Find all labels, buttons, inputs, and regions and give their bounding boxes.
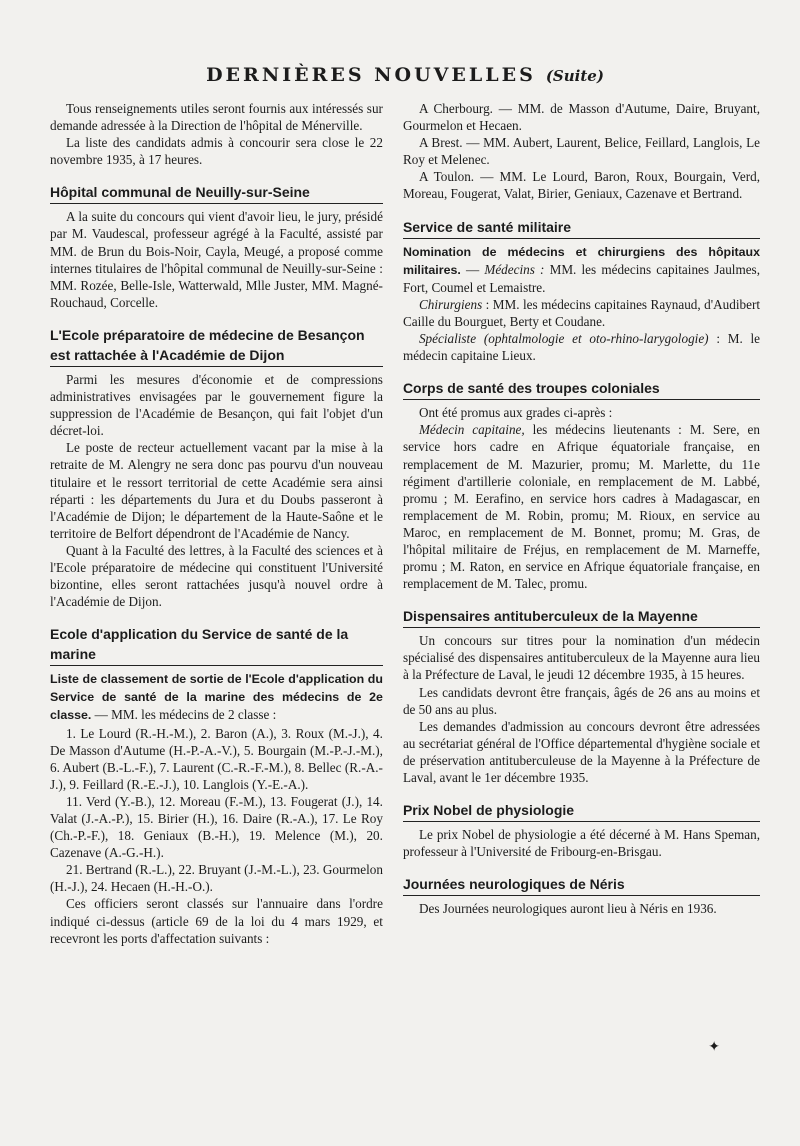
coloniales-promotions — [403, 421, 760, 592]
militaire-chirurgiens-text: : MM. les médecins capitaines Raynaud, d'Audibert Caille du Bourguet, Berty et Coudane. — [402, 296, 760, 329]
port-toulon: A Toulon. — MM. Le Lourd, Baron, Roux, Bourgain, Verd, Moreau, Fougerat, Valat, Birier, Geniaux, Cazenave et Bertrand. — [402, 169, 760, 202]
marine-subtitle: Liste de classement de sortie de l'Ecole d'application du Service de santé de la marine des médecins de 2e classe. — [50, 672, 383, 723]
militaire-medecins-label: Médecins : — [484, 261, 545, 277]
militaire-heading: Service de santé militaire — [403, 217, 760, 239]
mayenne-paragraph-2: Les candidats devront être français, âgés de 26 ans au moins et de 50 ans au plus. — [402, 684, 760, 717]
marine-subtitle-tail: — MM. les médecins de 2 classe : — [91, 707, 277, 723]
militaire-chirurgiens — [403, 296, 760, 330]
marine-heading: Ecole d'application du Service de santé de la marine — [50, 624, 383, 666]
title-suite: (Suite) — [545, 67, 604, 85]
militaire-medecins: Nomination de médecins et chirurgiens des hôpitaux militaires. — Médecins : MM. les médecins capitaines Jaulmes, Fort, Coumel et Lemaistre. — [402, 244, 760, 295]
coloniales-heading: Corps de santé des troupes coloniales — [403, 378, 760, 400]
page-title — [50, 64, 760, 86]
port-cherbourg: A Cherbourg. — MM. de Masson d'Autume, Daire, Bruyant, Gourmelon et Hecaen. — [402, 101, 760, 134]
militaire-medecins-text: MM. les médecins capitaines Jaulmes, Fort, Coumel et Lemaistre. — [402, 261, 760, 295]
columns — [50, 100, 760, 947]
printer-mark-icon: ✦ — [708, 1040, 720, 1055]
militaire-specialiste-text: : M. le médecin capitaine Lieux. — [402, 331, 761, 364]
intro-paragraph-2: La liste des candidats admis à concourir sera close le 22 novembre 1935, à 17 heures. — [50, 135, 383, 168]
port-brest: A Brest. — MM. Aubert, Laurent, Belice, Feillard, Langlois, Le Roy et Melenec. — [402, 135, 760, 168]
mayenne-heading: Dispensaires antituberculeux de la Mayenne — [403, 606, 760, 628]
marine-ranking-1: 1. Le Lourd (R.-H.-M.), 2. Baron (A.), 3. Roux (M.-J.), 4. De Masson d'Autume (H.-P.-A.-V.), 5. Bourgain (M.-P.-J.-M.), 6. Aubert (B.-L.-F.), 7. Laurent (C.-R.-F.-M.), 8. Bellec (R.-A.-J.), 9. Feillard (R.-E.-J.), 10. Langlois (Y.-E.-A.). — [50, 725, 383, 792]
militaire-chirurgiens-label: Chirurgiens — [418, 296, 483, 312]
neris-paragraph: Des Journées neurologiques auront lieu à Néris en 1936. — [418, 901, 717, 917]
nobel-heading: Prix Nobel de physiologie — [403, 800, 760, 822]
intro-paragraph-1: Tous renseignements utiles seront fournis aux intéressés sur demande adressée à la Direction de l'hôpital de Ménerville. — [50, 101, 383, 134]
coloniales-intro: Ont été promus aux grades ci-après : — [418, 405, 613, 421]
mayenne-paragraph-3: Les demandes d'admission au concours devront être adressées au secrétariat général de l'Office départemental d'hygiène sociale et de préservation antituberculeuse de la Mayenne à la Préfecture de Laval, avant le 1er décembre 1935. — [402, 718, 760, 785]
besancon-paragraph-1: Parmi les mesures d'économie et de compressions administratives envisagées par le gouvernement figure la suppression de l'Académie de Besançon, qui fait l'objet d'un décret-loi. — [50, 371, 383, 439]
coloniales-text: les médecins lieutenants : M. Sere, en service hors cadre en Afrique équatoriale française, en remplacement de M. Mazurier, promu; M. Marlette, du 11e régiment d'artillerie coloniale, en remplacement de M. Labbé, promu ; M. Eerafino, en service hors cadres à Madagascar, en remplacement de M. Robin, promu; M. Rioux, en service au Maroc, en remplacement de M. Bonnet, promu; M. Gras, de l'hôpital militaire de Fréjus, en remplacement de M. Marneffe, promu ; M. Raton, en service en Afrique équatoriale française, en remplacement de M. Talec, promu. — [402, 422, 760, 592]
marine-subtitle-paragraph — [50, 670, 383, 724]
right-column — [403, 100, 760, 947]
neuilly-paragraph: A la suite du concours qui vient d'avoir lieu, le jury, présidé par M. Vaudescal, professeur agrégé à la Faculté, assisté par MM. de Brun du Bois-Noir, Cayla, Meugé, a proposé comme internes titulaires de l'hôpital communal de Neuilly-sur-Seine : MM. Rozée, Belle-Isle, Watterwald, Mlle Juster, MM. Magné-Rouchaud, Corcelle. — [50, 209, 383, 310]
neris-heading: Journées neurologiques de Néris — [403, 874, 760, 896]
mayenne-paragraph-1: Un concours sur titres pour la nomination d'un médecin spécialisé des dispensaires antituberculeux de la Mayenne aura lieu à la Préfecture de Laval, le jeudi 12 décembre 1935, à 15 heures. — [402, 633, 760, 683]
nobel-paragraph: Le prix Nobel de physiologie a été décerné à M. Hans Speman, professeur à l'Université de Fribourg-en-Brisgau. — [402, 827, 760, 860]
besancon-heading: L'Ecole préparatoire de médecine de Besançon est rattachée à l'Académie de Dijon — [50, 325, 383, 367]
left-column — [50, 100, 383, 947]
marine-ranking-3: 21. Bertrand (R.-L.), 22. Bruyant (J.-M.-L.), 23. Gourmelon (H.-J.), 24. Hecaen (H.-H.-O.). — [50, 862, 383, 895]
militaire-specialiste-paren: (ophtalmologie et oto-rhino-larygologie) — [483, 331, 709, 347]
militaire-specialiste — [403, 330, 760, 364]
title-text: DERNIÈRES NOUVELLES — [206, 64, 536, 86]
coloniales-label: Médecin capitaine, — [418, 422, 525, 438]
besancon-paragraph-2: Le poste de recteur actuellement vacant par la mise à la retraite de M. Alengry ne sera donc pas pourvu d'un nouveau titulaire et le ressort territorial de cette Académie sera ainsi réparti : les départements du Jura et du Doubs passeront à l'Académie de Dijon; le département de la Haute-Saône et le territoire de Belfort dépendront de l'Académie de Nancy. — [50, 440, 383, 541]
neuilly-heading: Hôpital communal de Neuilly-sur-Seine — [50, 182, 383, 204]
besancon-paragraph-3: Quant à la Faculté des lettres, à la Faculté des sciences et à l'Ecole préparatoire de médecine qui constituent l'Université bizontine, elles seront rattachées jusqu'à nouvel ordre à l'Académie de Dijon. — [50, 542, 383, 610]
marine-affectation: Ces officiers seront classés sur l'annuaire dans l'ordre indiqué ci-dessus (article 69 de la loi du 4 mars 1929, et recevront les ports d'affectation suivants : — [50, 896, 383, 946]
militaire-specialiste-label: Spécialiste — [418, 331, 477, 347]
militaire-subtitle: Nomination de médecins et chirurgiens des hôpitaux militaires. — [402, 244, 760, 277]
marine-ranking-2: 11. Verd (Y.-B.), 12. Moreau (F.-M.), 13. Fougerat (J.), 14. Valat (J.-A.-P.), 15. Birier (H.), 16. Daire (R.-A.), 17. Le Roy (Ch.-P.-F.), 18. Geniaux (B.-H.), 19. Melence (M.), 20. Cazenave (A.-G.-H.). — [50, 793, 383, 861]
